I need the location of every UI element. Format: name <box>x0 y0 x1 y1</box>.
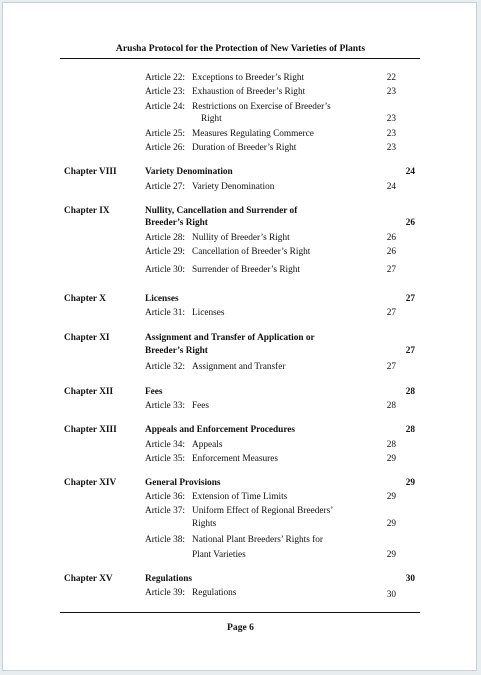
chapter-xii-label: Chapter XII <box>64 387 114 397</box>
article-35-title: Enforcement Measures <box>192 454 278 464</box>
article-32-label: Article 32: <box>145 362 186 372</box>
article-29-page: 26 <box>386 247 396 257</box>
article-31-page: 27 <box>386 308 396 318</box>
article-36-page: 29 <box>386 492 396 502</box>
chapter-viii-title: Variety Denomination <box>145 167 233 177</box>
chapter-xi-page: 27 <box>405 346 415 356</box>
article-37-title-cont: Rights <box>192 519 217 529</box>
chapter-xv-title: Regulations <box>145 574 193 584</box>
article-37-label: Article 37: <box>145 506 186 516</box>
article-23-label: Article 23: <box>145 87 186 97</box>
article-33-label: Article 33: <box>145 401 186 411</box>
chapter-ix-title-cont: Breeder’s Right <box>145 218 208 228</box>
article-28-title: Nullity of Breeder’s Right <box>192 233 290 243</box>
article-38-title-cont: Plant Varieties <box>192 550 246 560</box>
footer-rule <box>60 612 420 613</box>
article-26-label: Article 26: <box>145 143 186 153</box>
article-39-page: 30 <box>386 590 396 600</box>
article-35-label: Article 35: <box>145 454 186 464</box>
article-38-title: National Plant Breeders’ Rights for <box>192 535 323 545</box>
article-39-title: Regulations <box>192 588 237 598</box>
chapter-x-page: 27 <box>405 294 415 304</box>
chapter-ix-page: 26 <box>405 218 415 228</box>
article-24-label: Article 24: <box>145 102 186 112</box>
chapter-xiv-title: General Provisions <box>145 478 221 488</box>
chapter-viii-label: Chapter VIII <box>64 167 117 177</box>
chapter-xv-label: Chapter XV <box>64 574 113 584</box>
article-27-page: 24 <box>386 182 396 192</box>
chapter-x-title: Licenses <box>145 294 179 304</box>
article-24-page: 23 <box>386 114 396 124</box>
article-38-label: Article 38: <box>145 535 186 545</box>
chapter-xiv-page: 29 <box>405 478 415 488</box>
article-30-title: Surrender of Breeder’s Right <box>192 265 301 275</box>
article-35-page: 29 <box>386 454 396 464</box>
article-37-page: 29 <box>386 519 396 529</box>
running-header: Arusha Protocol for the Protection of New Varieties of Plants <box>115 43 366 54</box>
article-25-label: Article 25: <box>145 129 186 139</box>
chapter-xii-title: Fees <box>145 387 163 397</box>
chapter-viii-page: 24 <box>405 167 415 177</box>
article-23-title: Exhaustion of Breeder’s Right <box>192 87 306 97</box>
article-28-label: Article 28: <box>145 233 186 243</box>
chapter-ix-title: Nullity, Cancellation and Surrender of <box>145 206 298 216</box>
article-36-title: Extension of Time Limits <box>192 492 288 502</box>
chapter-xiii-page: 28 <box>405 425 415 435</box>
article-24-title-cont: Right <box>201 114 222 124</box>
article-38-page: 29 <box>386 550 396 560</box>
article-34-page: 28 <box>386 440 396 450</box>
article-29-label: Article 29: <box>145 247 186 257</box>
article-27-title: Variety Denomination <box>192 182 275 192</box>
chapter-xv-page: 30 <box>405 574 415 584</box>
article-34-title: Appeals <box>192 440 223 450</box>
article-26-title: Duration of Breeder’s Right <box>192 143 297 153</box>
page-number: Page 6 <box>227 622 254 633</box>
article-23-page: 23 <box>386 87 396 97</box>
article-22-page: 22 <box>386 73 396 83</box>
article-32-page: 27 <box>386 362 396 372</box>
chapter-xi-title-cont: Breeder’s Right <box>145 346 208 356</box>
chapter-xiii-label: Chapter XIII <box>64 425 117 435</box>
article-36-label: Article 36: <box>145 492 186 502</box>
article-33-title: Fees <box>192 401 210 411</box>
article-37-title: Uniform Effect of Regional Breeders’ <box>192 506 334 516</box>
article-33-page: 28 <box>386 401 396 411</box>
chapter-xiv-label: Chapter XIV <box>64 478 117 488</box>
chapter-xiii-title: Appeals and Enforcement Procedures <box>145 425 296 435</box>
article-39-label: Article 39: <box>145 588 186 598</box>
article-28-page: 26 <box>386 233 396 243</box>
article-31-title: Licenses <box>192 308 225 318</box>
article-25-title: Measures Regulating Commerce <box>192 129 314 139</box>
chapter-ix-label: Chapter IX <box>64 206 110 216</box>
chapter-xii-page: 28 <box>405 387 415 397</box>
article-29-title: Cancellation of Breeder’s Right <box>192 247 311 257</box>
chapter-xi-title: Assignment and Transfer of Application or <box>145 333 315 343</box>
chapter-x-label: Chapter X <box>64 294 106 304</box>
article-31-label: Article 31: <box>145 308 186 318</box>
article-24-title: Restrictions on Exercise of Breeder’s <box>192 102 331 112</box>
article-22-title: Exceptions to Breeder’s Right <box>192 73 305 83</box>
article-32-title: Assignment and Transfer <box>192 362 286 372</box>
chapter-xi-label: Chapter XI <box>64 333 110 343</box>
article-26-page: 23 <box>386 143 396 153</box>
article-27-label: Article 27: <box>145 182 186 192</box>
article-25-page: 23 <box>386 129 396 139</box>
article-30-page: 27 <box>386 265 396 275</box>
header-rule <box>60 58 420 59</box>
article-34-label: Article 34: <box>145 440 186 450</box>
article-30-label: Article 30: <box>145 265 186 275</box>
article-22-label: Article 22: <box>145 73 186 83</box>
